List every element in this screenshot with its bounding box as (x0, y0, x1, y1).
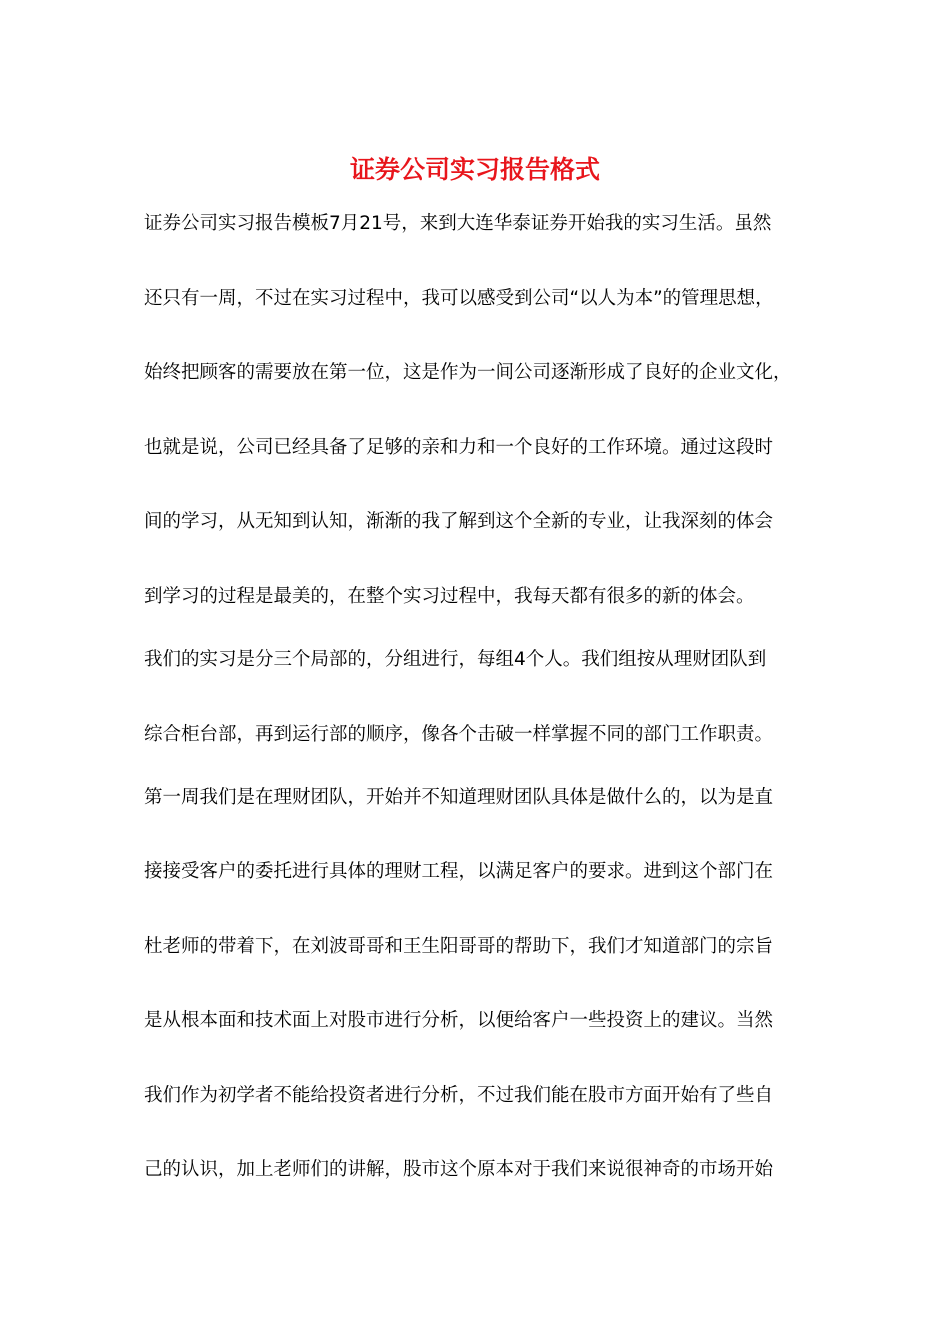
document-title: 证券公司实习报告格式 (349, 155, 600, 184)
paragraph-line: 证券公司实习报告模板7月21号，来到大连华泰证券开始我的实习生活。虽然 (144, 213, 772, 234)
paragraph-line: 接接受客户的委托进行具体的理财工程，以满足客户的要求。进到这个部门在 (144, 861, 774, 882)
paragraph-line: 我们作为初学者不能给投资者进行分析，不过我们能在股市方面开始有了些自 (144, 1085, 774, 1106)
paragraph-line: 第一周我们是在理财团队，开始并不知道理财团队具体是做什么的，以为是直 (144, 787, 774, 808)
paragraph-line: 综合柜台部，再到运行部的顺序，像各个击破一样掌握不同的部门工作职责。 (144, 724, 774, 745)
paragraph-line: 始终把顾客的需要放在第一位，这是作为一间公司逐渐形成了良好的企业文化， (144, 362, 792, 383)
paragraph-line: 己的认识，加上老师们的讲解，股市这个原本对于我们来说很神奇的市场开始 (144, 1159, 774, 1180)
paragraph-line: 是从根本面和技术面上对股市进行分析，以便给客户一些投资上的建议。当然 (144, 1010, 774, 1031)
paragraph-line: 到学习的过程是最美的，在整个实习过程中，我每天都有很多的新的体会。 (144, 586, 755, 607)
paragraph-line: 我们的实习是分三个局部的，分组进行，每组4个人。我们组按从理财团队到 (144, 649, 767, 670)
paragraph-line: 杜老师的带着下，在刘波哥哥和王生阳哥哥的帮助下，我们才知道部门的宗旨 (144, 936, 774, 957)
paragraph-line: 间的学习，从无知到认知，渐渐的我了解到这个全新的专业，让我深刻的体会 (144, 511, 774, 532)
paragraph-line: 还只有一周，不过在实习过程中，我可以感受到公司“以人为本”的管理思想， (144, 288, 774, 309)
paragraph-line: 也就是说，公司已经具备了足够的亲和力和一个良好的工作环境。通过这段时 (144, 437, 774, 458)
